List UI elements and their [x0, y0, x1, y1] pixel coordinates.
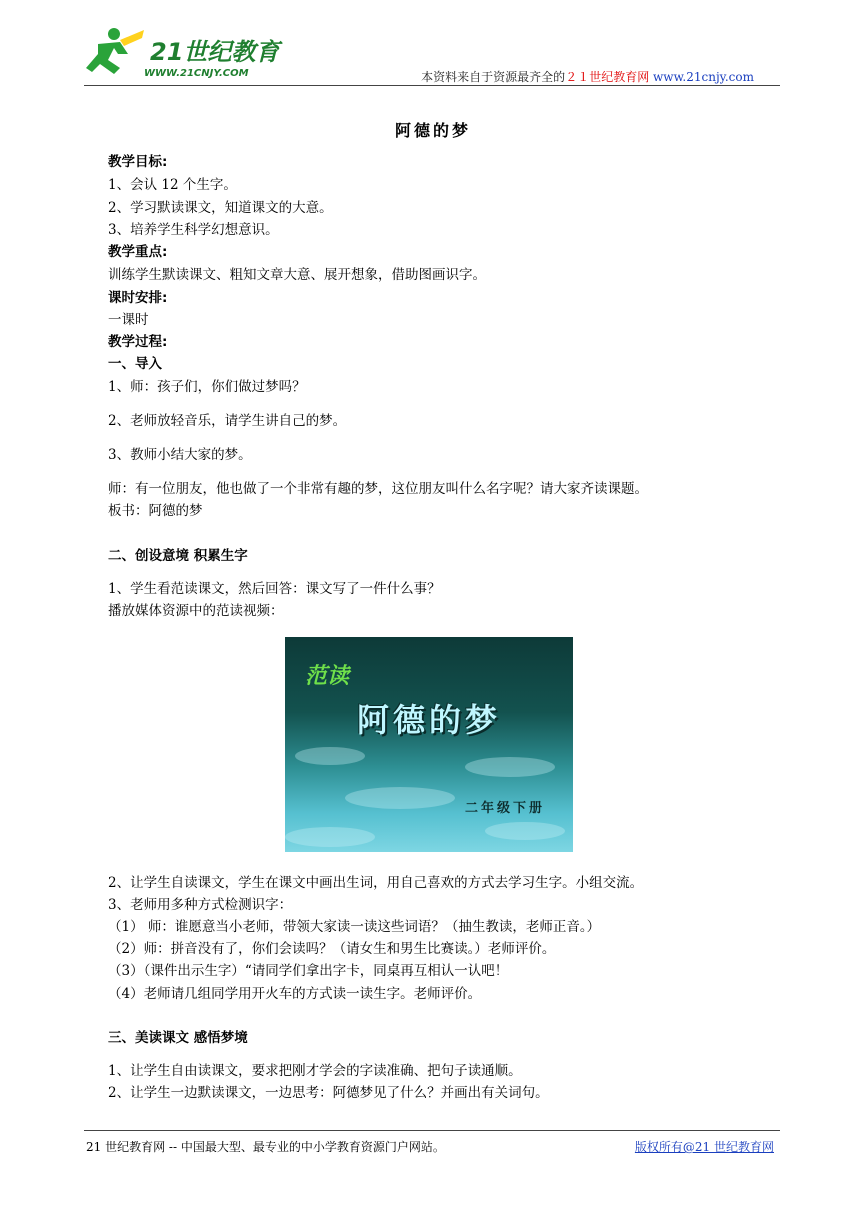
paragraph: 3、老师用多种方式检测识字： — [108, 897, 293, 913]
cloud-shape — [345, 787, 455, 809]
page-title: 阿德的梦 — [394, 121, 471, 140]
focus-text: 训练学生默读课文、粗知文章大意、展开想象，借助图画识字。 — [108, 267, 486, 283]
time-text: 一课时 — [108, 312, 149, 328]
cloud-shape — [485, 822, 565, 840]
goal-item: 2、学习默读课文，知道课文的大意。 — [108, 200, 333, 216]
goals-heading: 教学目标: — [108, 154, 168, 170]
paragraph: 3、教师小结大家的梦。 — [108, 447, 252, 463]
paragraph: （1） 师：谁愿意当小老师，带领大家读一读这些词语？（抽生教读，老师正音。） — [108, 919, 601, 935]
goal-item: 3、培养学生科学幻想意识。 — [108, 222, 279, 238]
paragraph: 2、老师放轻音乐，请学生讲自己的梦。 — [108, 413, 347, 429]
paragraph: 师：有一位朋友，他也做了一个非常有趣的梦，这位朋友叫什么名字呢？请大家齐读课题。 — [108, 481, 648, 497]
paragraph: （3）（课件出示生字）“请同学们拿出字卡，同桌再互相认一认吧！ — [108, 963, 509, 979]
paragraph: 1、让学生自由读课文，要求把刚才学会的字读准确、把句子读通顺。 — [108, 1063, 522, 1079]
process-heading: 教学过程: — [108, 334, 168, 350]
logo-text: 21世纪教育 — [150, 38, 280, 66]
paragraph: 板书：阿德的梦 — [108, 503, 203, 519]
logo-url: WWW.21CNJY.COM — [144, 68, 249, 79]
time-heading: 课时安排: — [108, 290, 168, 306]
header-note-prefix: 本资料来自于资源最齐全的 — [421, 70, 566, 84]
footer-copyright-link[interactable]: 版权所有@21 世纪教育网 — [634, 1140, 774, 1154]
paragraph: （2）师：拼音没有了，你们会读吗？（请女生和男生比赛读。）老师评价。 — [108, 941, 556, 957]
page-header — [84, 24, 780, 86]
paragraph: 2、让学生一边默读课文，一边思考：阿德梦见了什么？并画出有关词句。 — [108, 1085, 549, 1101]
section-heading: 一、导入 — [108, 356, 162, 372]
video-grade: 二年级下册 — [464, 801, 545, 816]
goal-item: 1、会认 12 个生字。 — [108, 177, 237, 193]
cloud-shape — [465, 757, 555, 777]
focus-heading: 教学重点: — [108, 244, 168, 260]
site-logo — [84, 24, 284, 82]
header-note — [421, 68, 754, 85]
cloud-shape — [285, 827, 375, 847]
video-label: 范读 — [305, 663, 350, 689]
paragraph: （4）老师请几组同学用开火车的方式读一读生字。老师评价。 — [108, 986, 482, 1002]
section-heading: 三、美读课文 感悟梦境 — [108, 1030, 248, 1046]
footer-divider — [84, 1130, 780, 1131]
header-note-url[interactable]: www.21cnjy.com — [653, 70, 754, 84]
paragraph: 播放媒体资源中的范读视频： — [108, 603, 284, 619]
section-heading: 二、创设意境 积累生字 — [108, 548, 248, 564]
video-thumbnail[interactable] — [285, 637, 573, 852]
video-title: 阿德的梦 — [356, 701, 501, 739]
paragraph: 2、让学生自读课文，学生在课文中画出生词，用自己喜欢的方式去学习生字。小组交流。 — [108, 875, 644, 891]
header-divider — [84, 85, 780, 86]
paragraph: 1、学生看范读课文，然后回答：课文写了一件什么事？ — [108, 581, 441, 597]
header-note-site[interactable]: ２１世纪教育网 — [565, 70, 650, 84]
cloud-shape — [295, 747, 365, 765]
footer-text: 21 世纪教育网 -- 中国最大型、最专业的中小学教育资源门户网站。 — [86, 1140, 445, 1154]
paragraph: 1、师：孩子们，你们做过梦吗？ — [108, 379, 306, 395]
